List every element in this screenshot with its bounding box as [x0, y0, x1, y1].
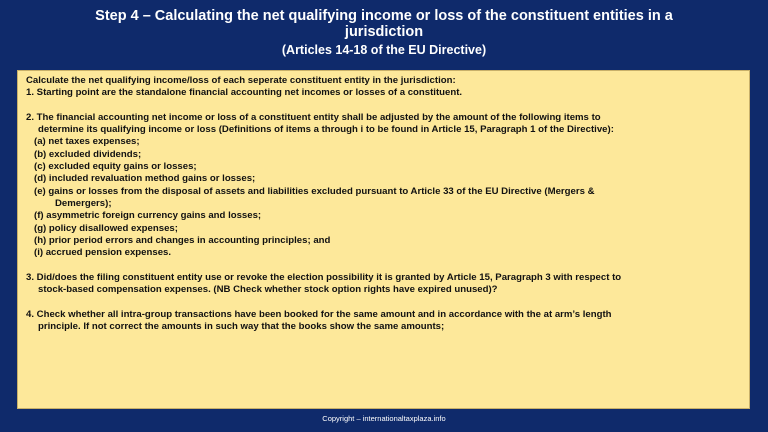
item-e: (e) gains or losses from the disposal of assets and liabilities excluded pursuant to Article 33 of the EU Directive (Mergers & — [34, 185, 595, 197]
spacer — [26, 296, 743, 308]
slide-title — [0, 8, 768, 40]
item-e-continued: Demergers); — [55, 197, 112, 209]
content-box — [17, 70, 750, 409]
item-g: (g) policy disallowed expenses; — [34, 222, 178, 234]
item-f: (f) asymmetric foreign currency gains and losses; — [34, 210, 262, 222]
point-2-line1: 2. The financial accounting net income or loss of a constituent entity shall be adjusted by the amount of the following items to — [26, 111, 601, 123]
item-d: (d) included revaluation method gains or losses; — [34, 173, 256, 185]
point-4-line2: principle. If not correct the amounts in such way that the books show the same amounts; — [38, 320, 445, 332]
point-2-line2: determine its qualifying income or loss (Definitions of items a through i to be found in Article 15, Paragraph 1 of the Directive): — [38, 124, 614, 136]
point-4-line1: 4. Check whether all intra-group transactions have been booked for the same amount and in accordance with the at arm’s length — [26, 308, 612, 320]
slide-subtitle: (Articles 14-18 of the EU Directive) — [281, 43, 487, 57]
item-c: (c) excluded equity gains or losses; — [34, 161, 197, 173]
item-h: (h) prior period errors and changes in accounting principles; and — [34, 234, 331, 246]
spacer — [26, 100, 743, 112]
item-i: (i) accrued pension expenses. — [34, 247, 172, 259]
point-1: 1. Starting point are the standalone financial accounting net incomes or losses of a constituent. — [26, 87, 463, 99]
slide-title-line2: jurisdiction — [344, 24, 424, 40]
copyright-footer: Copyright – internationaltaxplaza.info — [322, 414, 446, 423]
point-3-line2: stock-based compensation expenses. (NB Check whether stock option rights have expired unused)? — [38, 284, 498, 296]
intro-text: Calculate the net qualifying income/loss of each seperate constituent entity in the jurisdiction: — [26, 75, 456, 86]
item-a: (a) net taxes expenses; — [34, 136, 140, 148]
item-b: (b) excluded dividends; — [34, 148, 142, 160]
spacer — [26, 259, 743, 271]
slide-title-line1: Step 4 – Calculating the net qualifying income or loss of the constituent entities in a — [95, 8, 673, 24]
point-3-line1: 3. Did/does the filing constituent entity use or revoke the election possibility it is granted by Article 15, Paragraph 3 with respect to — [26, 271, 622, 283]
